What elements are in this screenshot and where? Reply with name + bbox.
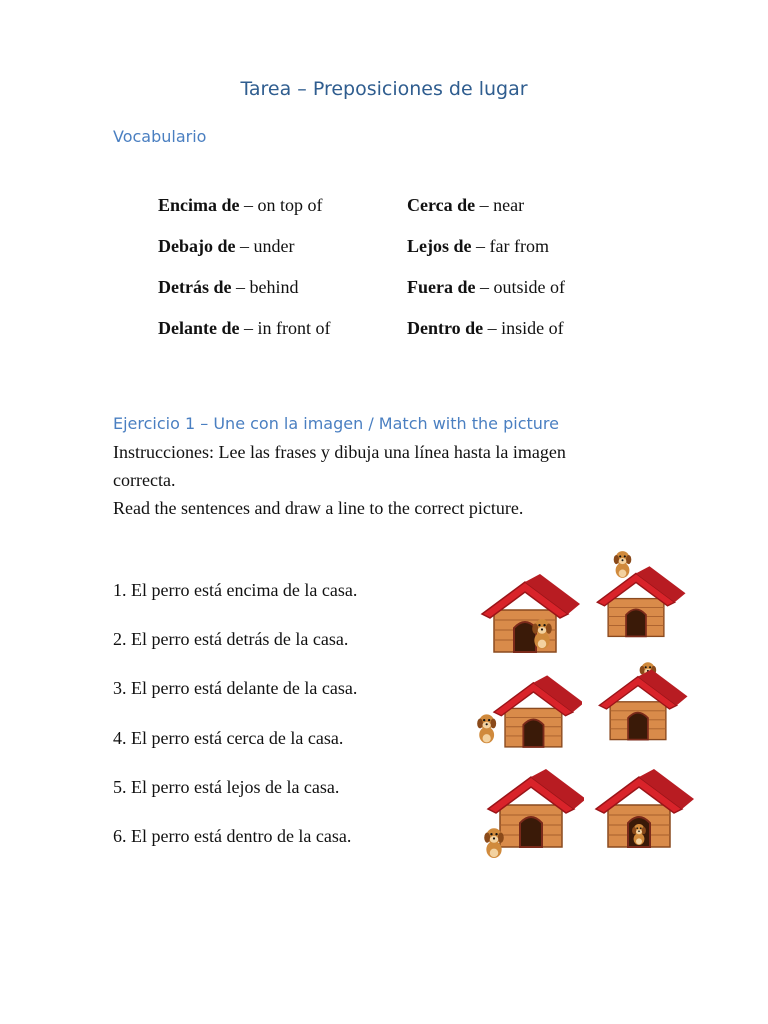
vocab-translation: – far from (471, 236, 549, 256)
vocab-item (407, 277, 565, 298)
picture-dog-on-top-house[interactable] (590, 550, 700, 640)
vocab-translation: – behind (231, 277, 299, 297)
sentence-item: 6. El perro está dentro de la casa. (113, 826, 352, 846)
vocab-term: Encima de (158, 195, 240, 215)
picture-dog-beside-house[interactable] (472, 668, 582, 758)
vocab-item (407, 318, 564, 339)
sentence-item: 5. El perro está lejos de la casa. (113, 777, 340, 797)
instructions-es-line2: correcta. (113, 470, 176, 490)
picture-dog-behind-house[interactable] (592, 655, 702, 745)
exercise-heading: Ejercicio 1 – Une con la imagen / Match with the picture (113, 414, 559, 433)
vocab-translation: – near (475, 195, 525, 215)
sentence-item: 4. El perro está cerca de la casa. (113, 728, 344, 748)
vocab-item (158, 318, 330, 339)
sentence-item: 3. El perro está delante de la casa. (113, 678, 358, 698)
vocab-item (158, 195, 323, 216)
vocab-term: Lejos de (407, 236, 472, 256)
vocab-translation: – outside of (475, 277, 565, 297)
sentence-item: 1. El perro está encima de la casa. (113, 580, 358, 600)
page-title: Tarea – Preposiciones de lugar (240, 78, 528, 100)
picture-dog-far-house[interactable] (474, 765, 584, 865)
vocab-item (407, 195, 524, 216)
vocab-heading: Vocabulario (113, 127, 207, 146)
vocab-translation: – under (235, 236, 295, 256)
vocab-translation: – inside of (483, 318, 564, 338)
instructions-en: Read the sentences and draw a line to the correct picture. (113, 498, 524, 518)
instructions-es-line1: Instrucciones: Lee las frases y dibuja una línea hasta la imagen (113, 442, 566, 462)
vocab-item (158, 236, 294, 257)
vocab-term: Cerca de (407, 195, 476, 215)
vocab-term: Detrás de (158, 277, 232, 297)
vocab-term: Fuera de (407, 277, 476, 297)
sentence-item: 2. El perro está detrás de la casa. (113, 629, 349, 649)
picture-dog-front-house[interactable] (480, 570, 590, 660)
vocab-term: Debajo de (158, 236, 236, 256)
vocab-translation: – on top of (239, 195, 323, 215)
vocab-translation: – in front of (239, 318, 331, 338)
vocab-item (158, 277, 298, 298)
vocab-term: Delante de (158, 318, 240, 338)
vocab-term: Dentro de (407, 318, 484, 338)
picture-dog-inside-house[interactable] (594, 765, 704, 855)
vocab-item (407, 236, 549, 257)
